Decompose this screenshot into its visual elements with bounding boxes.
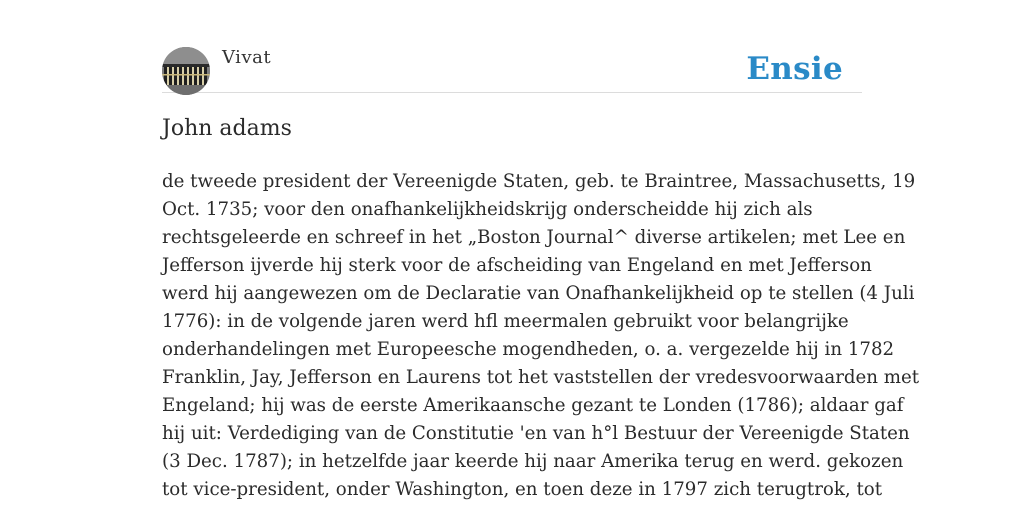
body-line: Jefferson ijverde hij sterk voor de afscheiding van Engeland en met Jefferson — [162, 255, 872, 276]
body-line: hij uit: Verdediging van de Constitutie 'en van h°l Bestuur der Vereenigde Staten — [162, 423, 910, 444]
header — [162, 46, 862, 93]
body-line: rechtsgeleerde en schreef in het „Boston Journal^ diverse artikelen; met Lee en — [162, 227, 906, 248]
book-name[interactable]: Vivat — [222, 47, 272, 68]
body-line: onderhandelingen met Europeesche mogendheden, o. a. vergezelde hij in 1782 — [162, 339, 895, 360]
body-line: werd hij aangewezen om de Declaratie van Onafhankelijkheid op te stellen (4 Juli — [162, 283, 915, 304]
body-line: Oct. 1735; voor den onafhankelijkheidskrijg onderscheidde hij zich als — [162, 199, 813, 220]
book-spines-icon — [162, 47, 210, 95]
body-line: (3 Dec. 1787); in hetzelfde jaar keerde hij naar Amerika terug en werd. gekozen — [162, 451, 904, 472]
article-body — [162, 168, 920, 504]
body-line: tot vice-president, onder Washington, en toen deze in 1797 zich terugtrok, tot — [162, 479, 883, 500]
body-line: de tweede president der Vereenigde Staten, geb. te Braintree, Massachusetts, 19 — [162, 171, 916, 192]
body-line: 1776): in de volgende jaren werd hfl meermalen gebruikt voor belangrijke — [162, 311, 849, 332]
body-line: Engeland; hij was de eerste Amerikaansche gezant te Londen (1786); aldaar gaf — [162, 395, 904, 416]
article-title: John adams — [162, 116, 292, 141]
brand-logo[interactable]: Ensie — [746, 51, 843, 87]
book-cover-avatar[interactable] — [162, 47, 210, 95]
body-line: Franklin, Jay, Jefferson en Laurens tot het vaststellen der vredesvoorwaarden met — [162, 367, 920, 388]
